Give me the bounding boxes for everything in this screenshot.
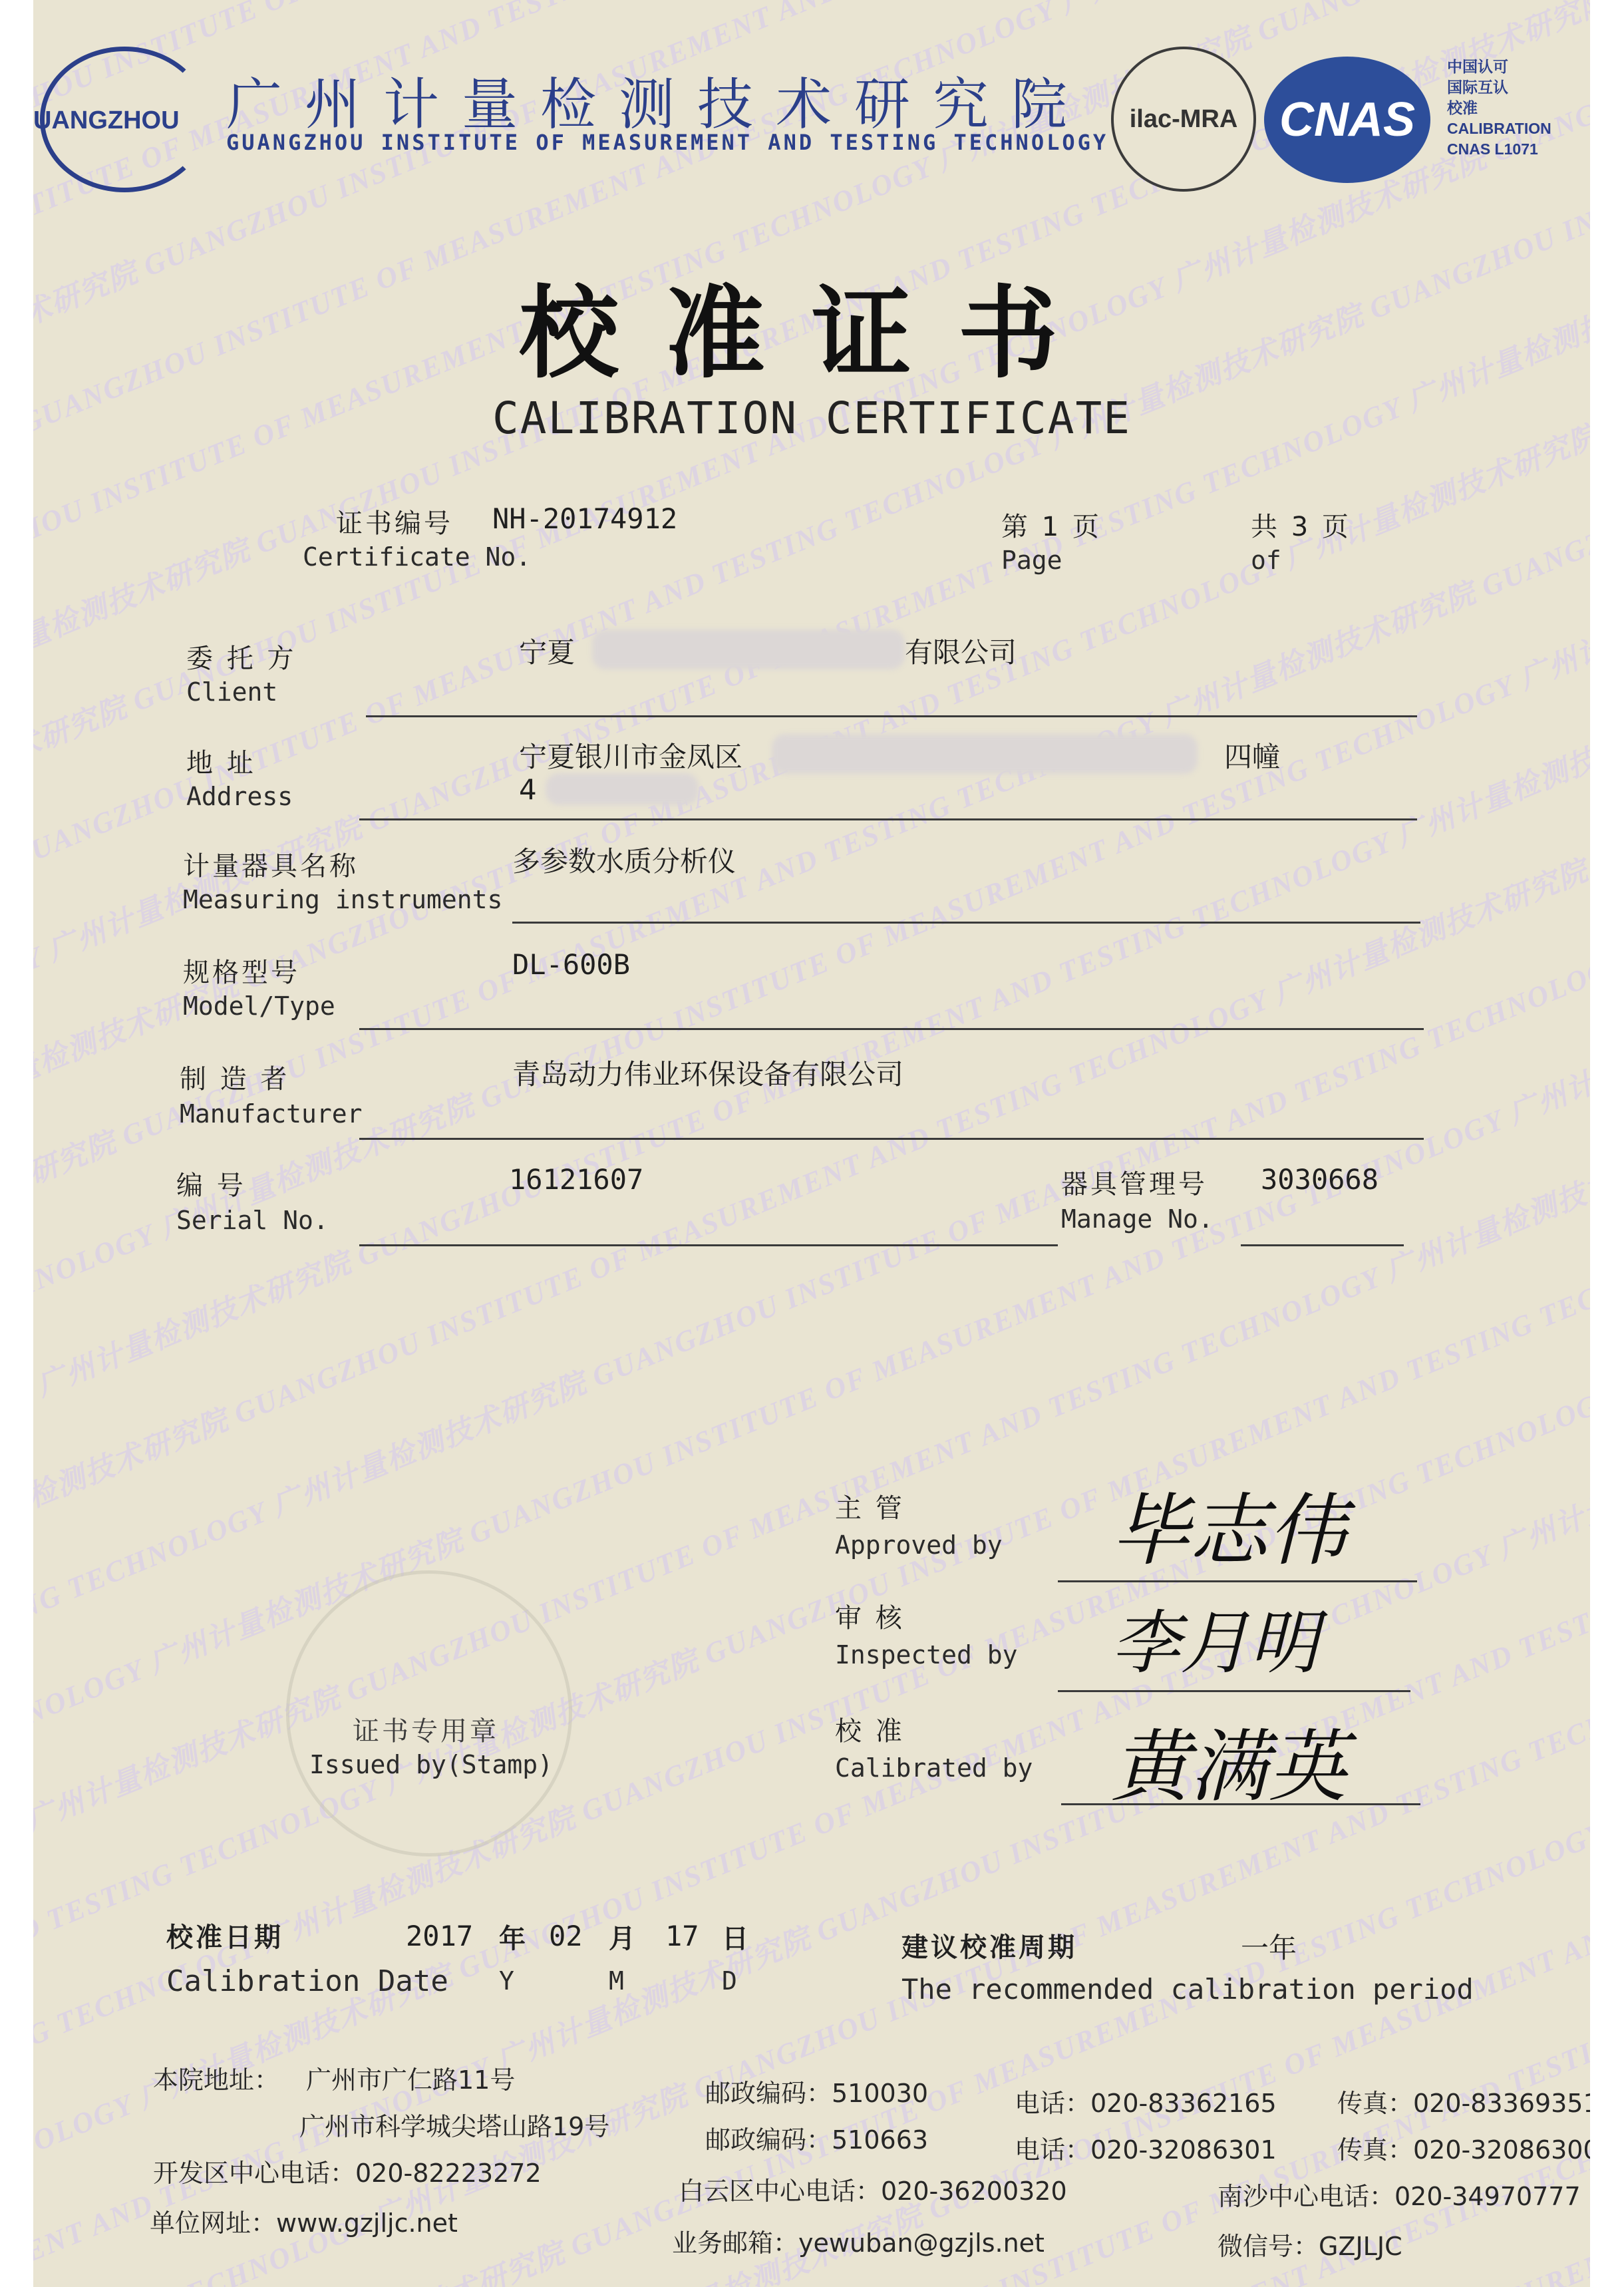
page-label-en: Page: [1001, 546, 1062, 575]
date-month: 02: [549, 1920, 583, 1952]
footer-website: 单位网址：www.gzjljc.net: [150, 2202, 458, 2239]
accreditation-line: CNAS L1071: [1447, 139, 1551, 160]
instrument-label-en: Measuring instruments: [183, 885, 502, 914]
date-day: 17: [665, 1920, 699, 1952]
manufacturer-label-cn: 制 造 者: [180, 1058, 289, 1096]
cert-no-label-cn: 证书编号: [336, 502, 453, 540]
footer-fax-1: 传真：020-83369351: [1337, 2083, 1590, 2119]
accreditation-line: 中国认可: [1447, 57, 1551, 77]
watermark-line: TESTING TECHNOLOGY 广州计量检测技术研究院 GUANGZHOU INSTITUTE OF MEASUREMENT AND TESTING TECHNOLOGY: [33, 956, 1590, 2287]
footer-address-2: 广州市科学城尖塔山路19号: [299, 2106, 609, 2143]
date-day-en: D: [722, 1966, 737, 1996]
calibrated-label-en: Calibrated by: [835, 1753, 1033, 1783]
watermark-line: 广州计量检测技术研究院 GUANGZHOU INSTITUTE OF MEASUREMENT AND: [33, 1418, 1590, 2287]
serial-label-cn: 编 号: [176, 1164, 246, 1202]
watermark-line: GUANGZHOU INSTITUTE OF MEASUREMENT AND TESTING TECHNOLOGY 广州计量检测技术研究院 GUANGZHOU INSTITUTE: [33, 0, 1590, 1456]
calibrated-label-cn: 校 准: [835, 1710, 905, 1748]
serial-value: 16121607: [509, 1163, 643, 1196]
address-value-line2: 4: [519, 773, 537, 806]
footer-address-label: 本院地址：: [153, 2059, 279, 2096]
org-name-cn: 广州计量检测技术研究院: [226, 60, 1090, 140]
watermark-line: 广州计量检测技术研究院 GUANGZHOU INSTITUTE OF MEASUREMENT AND TESTING TECHNOLOGY 广州计量检测技术研究院: [33, 771, 1590, 2287]
manage-label-cn: 器具管理号: [1061, 1163, 1208, 1201]
client-label-en: Client: [186, 677, 277, 707]
inspected-signature: 李月明: [1111, 1587, 1319, 1687]
model-value: DL-600B: [512, 948, 630, 981]
watermark-line: TECHNOLOGY 广州计量检测技术研究院 GUANGZHOU INSTITUTE OF MEASUREMENT AND TESTING TECHNOLOGY: [33, 1233, 1590, 2287]
period-value: 一年: [1241, 1926, 1297, 1966]
watermark-line: AND TESTING TECHNOLOGY 广州计量检测技术研究院 GUANGZHOU INSTITUTE OF MEASUREMENT AND TESTING TECHNOLOGY: [33, 863, 1590, 2252]
client-value-start: 宁夏: [519, 631, 575, 671]
title-cn: 校准证书: [33, 253, 1590, 397]
approved-signature: 毕志伟: [1111, 1467, 1347, 1580]
org-name-en: GUANGZHOU INSTITUTE OF MEASUREMENT AND TESTING TECHNOLOGY: [226, 130, 1108, 155]
serial-label-en: Serial No.: [176, 1206, 329, 1235]
date-month-cn: 月: [609, 1918, 638, 1956]
instrument-label-cn: 计量器具名称: [183, 845, 359, 883]
date-month-en: M: [609, 1966, 624, 1996]
client-label-cn: 委 托 方: [186, 637, 296, 675]
logo-word: UANGZHOU: [33, 106, 180, 135]
of-label-cn: 共 3 页: [1251, 506, 1351, 544]
watermark-line: TECHNOLOGY 广州计量检测技术研究院 GUANGZHOU INSTITUTE OF MEASUREMENT AND TESTING TECHNOLOGY 广州计量检测技术研究院: [33, 307, 1590, 1696]
footer-baiyun-center: 白云区中心电话：020-36200320: [679, 2171, 1067, 2207]
date-year: 2017: [406, 1920, 473, 1952]
client-value-end: 有限公司: [905, 631, 1017, 671]
watermark-line: 广州计量检测技术研究院 GUANGZHOU INSTITUTE OF MEASUREMENT AND TESTING 广州计量检测技术研究院 GUANGZHOU: [33, 215, 1590, 1733]
date-year-cn: 年: [499, 1918, 528, 1956]
footer-dev-center: 开发区中心电话：020-82223272: [153, 2153, 542, 2189]
accreditation-line: CALIBRATION: [1447, 118, 1551, 139]
footer-email: 业务邮箱：yewuban@gzjls.net: [672, 2222, 1045, 2259]
cert-no-label-en: Certificate No.: [303, 542, 531, 572]
title-en: CALIBRATION CERTIFICATE: [33, 393, 1590, 444]
manufacturer-label-en: Manufacturer: [180, 1099, 363, 1129]
manufacturer-value: 青岛动力伟业环保设备有限公司: [512, 1053, 903, 1093]
watermark-line: GUANGZHOU INSTITUTE OF MEASUREMENT AND TESTING TECHNOLOGY: [33, 1325, 1590, 2287]
address-value-start: 宁夏银川市金凤区: [519, 735, 742, 775]
footer-wechat: 微信号：GZJLJC: [1218, 2226, 1402, 2262]
watermark-line: INSTITUTE OF MEASUREMENT AND TESTING: [33, 1510, 1590, 2287]
footer-address-1: 广州市广仁路11号: [306, 2059, 515, 2096]
watermark-line: TECHNOLOGY 广州计量检测技术研究院 GUANGZHOU INSTITUTE OF MEASUREMENT AND TESTING TECHNOLOGY 广州计量检测技术研究院: [33, 30, 1590, 1419]
of-label-en: of: [1251, 546, 1281, 575]
footer-post-1: 邮政编码：510030: [705, 2073, 928, 2109]
page-label-cn: 第 1 页: [1001, 506, 1102, 544]
calibration-date-label-cn: 校准日期: [166, 1916, 283, 1954]
model-label-cn: 规格型号: [183, 952, 300, 989]
cert-no-value: NH-20174912: [492, 502, 677, 535]
watermark-line: TECHNOLOGY 广州计量检测技术研究院 GUANGZHOU INSTITUTE OF MEASUREMENT AND TESTING TECHNOLOGY 广州计量检测技术研究院: [33, 678, 1590, 2131]
stamp-label-en: Issued by(Stamp): [309, 1750, 553, 1779]
footer-tel-2: 电话：020-32086301: [1015, 2129, 1277, 2166]
approved-label-en: Approved by: [835, 1530, 1003, 1560]
accreditation-line: 国际互认: [1447, 77, 1551, 98]
watermark-line: MEASUREMENT: [33, 1696, 1590, 2287]
watermark-line: MEASUREMENT AND TESTING TECHNOLOGY 广州计量检测技术研究院 GUANGZHOU INSTITUTE OF MEASUREMENT AND TESTING: [33, 1141, 1590, 2287]
footer-fax-2: 传真：020-32086300: [1337, 2129, 1590, 2166]
date-day-cn: 日: [722, 1918, 751, 1956]
period-label-cn: 建议校准周期: [901, 1926, 1077, 1964]
approved-label-cn: 主 管: [835, 1487, 905, 1525]
footer-post-2: 邮政编码：510663: [705, 2119, 928, 2156]
address-label-en: Address: [186, 782, 293, 811]
date-year-en: Y: [499, 1966, 514, 1996]
address-label-cn: 地 址: [186, 742, 256, 780]
address-value-end: 四幢: [1224, 735, 1280, 775]
instrument-value: 多参数水质分析仪: [512, 840, 736, 880]
watermark-line: TESTING TECHNOLOGY 广州计量检测技术研究院 GUANGZHOU INSTITUTE OF MEASUREMENT AND TESTING TECHNOLOGY: [33, 586, 1590, 1974]
inspected-label-cn: 审 核: [835, 1597, 905, 1635]
manage-label-en: Manage No.: [1061, 1204, 1214, 1234]
ilac-label: ilac-MRA: [1130, 105, 1238, 134]
accreditation-line: 校准: [1447, 98, 1551, 118]
period-label-en: The recommended calibration period: [901, 1973, 1474, 2006]
footer-nansha-center: 南沙中心电话：020-34970777: [1218, 2176, 1581, 2212]
inspected-label-en: Inspected by: [835, 1640, 1018, 1670]
calibrated-signature: 黄满英: [1111, 1703, 1347, 1817]
footer-tel-1: 电话：020-83362165: [1015, 2083, 1277, 2119]
watermark-line: 广州计量检测技术研究院 GUANGZHOU INSTITUTE OF MEASUREMENT AND TESTING TECHNOLOGY 广州计量检测技术研究院: [33, 493, 1590, 2012]
watermark-line: AND TESTING TECHNOLOGY: [33, 1604, 1590, 2287]
calibration-date-label-en: Calibration Date: [166, 1964, 448, 1998]
watermark-line: 广州计量检测技术研究院 GUANGZHOU INSTITUTE OF MEASUREMENT AND TESTING TECHNOLOGY 广州计量检测技术研究院: [33, 122, 1590, 1576]
manage-value: 3030668: [1261, 1163, 1379, 1196]
watermark-line: TECHNOLOGY 广州计量检测技术研究院 GUANGZHOU INSTITUTE OF MEASUREMENT AND TESTING TECHNOLOGY 广州计量检测技术研究院: [33, 1048, 1590, 2287]
model-label-en: Model/Type: [183, 991, 335, 1021]
stamp-label-cn: 证书专用章: [353, 1710, 499, 1748]
watermark-line: TECHNOLOGY 广州计量检测技术研究院 GUANGZHOU INSTITUTE OF MEASUREMENT AND TESTING TECHNOLOGY 广州计量检测技术研究院: [33, 401, 1590, 1854]
cnas-label: CNAS: [1279, 92, 1415, 147]
